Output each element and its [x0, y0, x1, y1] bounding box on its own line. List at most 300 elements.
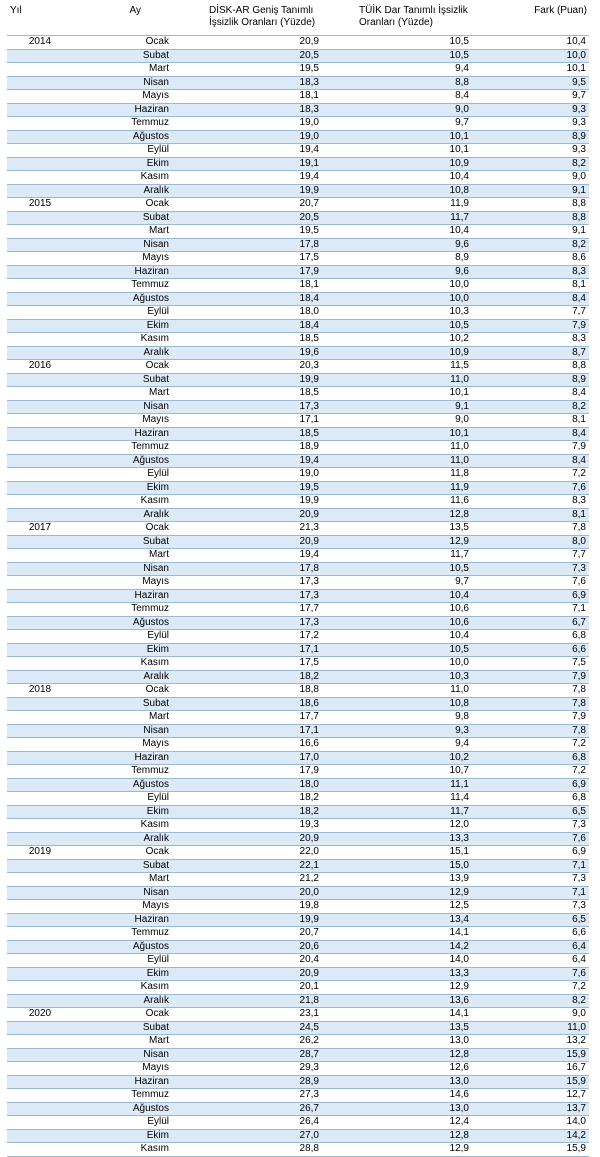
table-row [7, 846, 589, 860]
cell-difference: 7,7 [471, 306, 589, 320]
cell-disk-rate: 19,5 [171, 225, 321, 239]
cell-tuik-rate: 9,0 [321, 103, 471, 117]
cell-disk-rate: 20,9 [171, 832, 321, 846]
cell-year [7, 751, 83, 765]
cell-difference: 8,3 [471, 265, 589, 279]
cell-month: Kasım [83, 1143, 171, 1157]
table-row [7, 738, 589, 752]
cell-disk-rate: 17,1 [171, 414, 321, 428]
cell-disk-rate: 23,1 [171, 1008, 321, 1022]
cell-month: Mart [83, 711, 171, 725]
cell-year [7, 711, 83, 725]
cell-year [7, 252, 83, 266]
cell-tuik-rate: 10,9 [321, 346, 471, 360]
cell-month: Ağustos [83, 1102, 171, 1116]
table-row [7, 697, 589, 711]
table-row [7, 1048, 589, 1062]
cell-disk-rate: 26,4 [171, 1116, 321, 1130]
cell-month: Ocak [83, 522, 171, 536]
cell-disk-rate: 20,5 [171, 49, 321, 63]
cell-month: Mayıs [83, 900, 171, 914]
table-row [7, 427, 589, 441]
cell-difference: 9,3 [471, 117, 589, 131]
table-row [7, 508, 589, 522]
cell-disk-rate: 17,1 [171, 724, 321, 738]
cell-month: Mart [83, 225, 171, 239]
cell-tuik-rate: 10,0 [321, 292, 471, 306]
cell-year [7, 981, 83, 995]
table-row [7, 306, 589, 320]
cell-month: Mart [83, 549, 171, 563]
cell-tuik-rate: 10,8 [321, 184, 471, 198]
cell-difference: 8,4 [471, 387, 589, 401]
cell-month: Nisan [83, 1048, 171, 1062]
cell-month: Kasım [83, 495, 171, 509]
cell-disk-rate: 19,9 [171, 913, 321, 927]
cell-difference: 7,7 [471, 549, 589, 563]
table-row [7, 333, 589, 347]
cell-year [7, 495, 83, 509]
cell-tuik-rate: 8,9 [321, 252, 471, 266]
cell-month: Ağustos [83, 778, 171, 792]
cell-disk-rate: 27,0 [171, 1129, 321, 1143]
cell-disk-rate: 18,4 [171, 319, 321, 333]
cell-tuik-rate: 11,0 [321, 454, 471, 468]
cell-tuik-rate: 11,7 [321, 549, 471, 563]
cell-disk-rate: 19,9 [171, 184, 321, 198]
table-row [7, 873, 589, 887]
table-row [7, 589, 589, 603]
table-row [7, 184, 589, 198]
cell-month: Ocak [83, 198, 171, 212]
cell-disk-rate: 22,1 [171, 859, 321, 873]
table-row [7, 130, 589, 144]
cell-disk-rate: 20,3 [171, 360, 321, 374]
cell-difference: 7,6 [471, 481, 589, 495]
cell-month: Temmuz [83, 117, 171, 131]
cell-difference: 14,2 [471, 1129, 589, 1143]
cell-month: Kasım [83, 171, 171, 185]
cell-disk-rate: 28,8 [171, 1143, 321, 1157]
cell-disk-rate: 19,4 [171, 454, 321, 468]
cell-tuik-rate: 10,6 [321, 603, 471, 617]
table-row [7, 1062, 589, 1076]
table-row [7, 940, 589, 954]
cell-difference: 13,7 [471, 1102, 589, 1116]
table-row [7, 319, 589, 333]
cell-month: Haziran [83, 913, 171, 927]
cell-difference: 9,5 [471, 76, 589, 90]
cell-difference: 7,3 [471, 900, 589, 914]
cell-difference: 7,8 [471, 522, 589, 536]
table-row [7, 171, 589, 185]
table-row [7, 252, 589, 266]
cell-year [7, 576, 83, 590]
cell-tuik-rate: 9,1 [321, 400, 471, 414]
table-row [7, 90, 589, 104]
cell-difference: 6,8 [471, 751, 589, 765]
cell-tuik-rate: 12,8 [321, 1048, 471, 1062]
cell-year [7, 697, 83, 711]
cell-year [7, 886, 83, 900]
cell-tuik-rate: 13,3 [321, 832, 471, 846]
unemployment-table [7, 3, 589, 1157]
cell-difference: 6,9 [471, 589, 589, 603]
cell-year [7, 954, 83, 968]
header-tuik-rate: TÜİK Dar Tanımlı İşsizlik Oranları (Yüzde) [321, 3, 471, 36]
table-row [7, 643, 589, 657]
cell-difference: 7,2 [471, 981, 589, 995]
cell-disk-rate: 26,7 [171, 1102, 321, 1116]
cell-disk-rate: 20,0 [171, 886, 321, 900]
cell-month: Eylül [83, 144, 171, 158]
cell-year [7, 144, 83, 158]
cell-year [7, 373, 83, 387]
cell-tuik-rate: 10,9 [321, 157, 471, 171]
cell-tuik-rate: 12,0 [321, 819, 471, 833]
cell-month: Subat [83, 49, 171, 63]
cell-disk-rate: 21,3 [171, 522, 321, 536]
cell-disk-rate: 17,1 [171, 643, 321, 657]
cell-year [7, 184, 83, 198]
cell-difference: 15,9 [471, 1048, 589, 1062]
table-row [7, 441, 589, 455]
cell-disk-rate: 24,5 [171, 1021, 321, 1035]
cell-tuik-rate: 14,1 [321, 927, 471, 941]
cell-tuik-rate: 12,4 [321, 1116, 471, 1130]
cell-year [7, 414, 83, 428]
table-row [7, 886, 589, 900]
table-row [7, 76, 589, 90]
cell-tuik-rate: 10,3 [321, 670, 471, 684]
table-row [7, 387, 589, 401]
cell-month: Eylül [83, 306, 171, 320]
cell-difference: 7,1 [471, 603, 589, 617]
table-row [7, 63, 589, 77]
table-row [7, 265, 589, 279]
cell-disk-rate: 18,1 [171, 90, 321, 104]
cell-year [7, 211, 83, 225]
cell-disk-rate: 18,2 [171, 792, 321, 806]
cell-year: 2019 [7, 846, 83, 860]
cell-month: Haziran [83, 589, 171, 603]
cell-month: Mayıs [83, 414, 171, 428]
cell-difference: 8,7 [471, 346, 589, 360]
cell-difference: 6,9 [471, 846, 589, 860]
cell-tuik-rate: 15,1 [321, 846, 471, 860]
cell-difference: 7,8 [471, 697, 589, 711]
header-difference: Fark (Puan) [471, 3, 589, 36]
cell-tuik-rate: 11,8 [321, 468, 471, 482]
cell-difference: 9,0 [471, 171, 589, 185]
cell-disk-rate: 19,0 [171, 468, 321, 482]
table-row [7, 751, 589, 765]
cell-tuik-rate: 10,0 [321, 657, 471, 671]
cell-year [7, 1035, 83, 1049]
cell-tuik-rate: 8,8 [321, 76, 471, 90]
cell-year [7, 1062, 83, 1076]
cell-year [7, 913, 83, 927]
cell-year [7, 670, 83, 684]
table-row [7, 400, 589, 414]
cell-year [7, 967, 83, 981]
cell-year [7, 1075, 83, 1089]
table-row [7, 765, 589, 779]
cell-tuik-rate: 11,1 [321, 778, 471, 792]
cell-difference: 9,0 [471, 1008, 589, 1022]
cell-disk-rate: 20,9 [171, 508, 321, 522]
cell-disk-rate: 19,0 [171, 130, 321, 144]
table-row [7, 562, 589, 576]
cell-year: 2016 [7, 360, 83, 374]
cell-difference: 16,7 [471, 1062, 589, 1076]
cell-month: Ocak [83, 846, 171, 860]
table-row [7, 1035, 589, 1049]
cell-year [7, 441, 83, 455]
cell-tuik-rate: 13,6 [321, 994, 471, 1008]
cell-tuik-rate: 14,0 [321, 954, 471, 968]
cell-month: Aralık [83, 994, 171, 1008]
table-row [7, 238, 589, 252]
cell-tuik-rate: 13,0 [321, 1075, 471, 1089]
cell-tuik-rate: 10,3 [321, 306, 471, 320]
cell-tuik-rate: 10,5 [321, 49, 471, 63]
cell-month: Aralık [83, 508, 171, 522]
table-row [7, 225, 589, 239]
cell-disk-rate: 19,5 [171, 481, 321, 495]
cell-month: Mayıs [83, 90, 171, 104]
cell-month: Kasım [83, 819, 171, 833]
cell-disk-rate: 20,9 [171, 967, 321, 981]
table-row [7, 1008, 589, 1022]
cell-disk-rate: 18,0 [171, 778, 321, 792]
cell-tuik-rate: 14,1 [321, 1008, 471, 1022]
cell-difference: 14,0 [471, 1116, 589, 1130]
cell-difference: 8,2 [471, 238, 589, 252]
cell-difference: 7,1 [471, 859, 589, 873]
cell-year [7, 1089, 83, 1103]
cell-year [7, 171, 83, 185]
table-row [7, 103, 589, 117]
cell-month: Ekim [83, 157, 171, 171]
cell-difference: 8,6 [471, 252, 589, 266]
table-row [7, 913, 589, 927]
cell-month: Subat [83, 535, 171, 549]
cell-difference: 8,9 [471, 373, 589, 387]
cell-disk-rate: 19,1 [171, 157, 321, 171]
cell-year [7, 738, 83, 752]
cell-disk-rate: 17,9 [171, 265, 321, 279]
cell-month: Subat [83, 859, 171, 873]
cell-tuik-rate: 10,1 [321, 387, 471, 401]
cell-tuik-rate: 11,7 [321, 211, 471, 225]
cell-tuik-rate: 13,0 [321, 1035, 471, 1049]
table-row [7, 603, 589, 617]
cell-disk-rate: 17,5 [171, 252, 321, 266]
table-row [7, 576, 589, 590]
cell-disk-rate: 19,5 [171, 63, 321, 77]
table-row [7, 927, 589, 941]
cell-year [7, 1102, 83, 1116]
cell-tuik-rate: 10,4 [321, 225, 471, 239]
cell-year [7, 387, 83, 401]
cell-disk-rate: 20,7 [171, 927, 321, 941]
cell-difference: 11,0 [471, 1021, 589, 1035]
cell-difference: 13,2 [471, 1035, 589, 1049]
cell-year [7, 778, 83, 792]
cell-difference: 9,3 [471, 144, 589, 158]
cell-tuik-rate: 15,0 [321, 859, 471, 873]
cell-month: Aralık [83, 670, 171, 684]
cell-month: Haziran [83, 1075, 171, 1089]
cell-difference: 7,1 [471, 886, 589, 900]
table-row [7, 859, 589, 873]
cell-year [7, 265, 83, 279]
cell-year [7, 792, 83, 806]
table-row [7, 954, 589, 968]
cell-year [7, 643, 83, 657]
cell-tuik-rate: 9,7 [321, 117, 471, 131]
cell-year [7, 481, 83, 495]
cell-year [7, 535, 83, 549]
cell-month: Mart [83, 387, 171, 401]
cell-tuik-rate: 12,9 [321, 1143, 471, 1157]
cell-difference: 8,2 [471, 157, 589, 171]
cell-tuik-rate: 11,0 [321, 373, 471, 387]
cell-year [7, 549, 83, 563]
cell-disk-rate: 17,3 [171, 616, 321, 630]
table-row [7, 549, 589, 563]
cell-tuik-rate: 10,5 [321, 562, 471, 576]
cell-difference: 10,4 [471, 36, 589, 50]
cell-disk-rate: 19,9 [171, 495, 321, 509]
cell-difference: 7,6 [471, 832, 589, 846]
cell-disk-rate: 18,3 [171, 76, 321, 90]
cell-difference: 6,8 [471, 792, 589, 806]
cell-month: Haziran [83, 103, 171, 117]
cell-year [7, 1129, 83, 1143]
cell-tuik-rate: 10,1 [321, 427, 471, 441]
cell-tuik-rate: 10,6 [321, 616, 471, 630]
cell-difference: 9,3 [471, 103, 589, 117]
cell-difference: 6,7 [471, 616, 589, 630]
cell-year [7, 279, 83, 293]
cell-year [7, 1021, 83, 1035]
cell-month: Nisan [83, 400, 171, 414]
cell-difference: 15,9 [471, 1075, 589, 1089]
cell-tuik-rate: 10,2 [321, 751, 471, 765]
cell-disk-rate: 19,8 [171, 900, 321, 914]
cell-year [7, 873, 83, 887]
cell-disk-rate: 17,7 [171, 711, 321, 725]
cell-disk-rate: 21,2 [171, 873, 321, 887]
table-row [7, 414, 589, 428]
cell-difference: 7,6 [471, 576, 589, 590]
table-row [7, 117, 589, 131]
cell-year [7, 765, 83, 779]
cell-month: Eylül [83, 954, 171, 968]
cell-difference: 7,6 [471, 967, 589, 981]
cell-disk-rate: 16,6 [171, 738, 321, 752]
table-row [7, 481, 589, 495]
table-row [7, 49, 589, 63]
table-row [7, 360, 589, 374]
cell-difference: 8,4 [471, 454, 589, 468]
table-body [7, 36, 589, 1157]
cell-tuik-rate: 12,5 [321, 900, 471, 914]
cell-disk-rate: 20,6 [171, 940, 321, 954]
cell-month: Ekim [83, 643, 171, 657]
cell-disk-rate: 19,4 [171, 171, 321, 185]
cell-disk-rate: 17,0 [171, 751, 321, 765]
cell-month: Eylül [83, 630, 171, 644]
cell-difference: 6,5 [471, 805, 589, 819]
cell-difference: 10,0 [471, 49, 589, 63]
cell-disk-rate: 21,8 [171, 994, 321, 1008]
cell-month: Nisan [83, 562, 171, 576]
cell-month: Aralık [83, 346, 171, 360]
cell-difference: 8,0 [471, 535, 589, 549]
cell-difference: 6,4 [471, 940, 589, 954]
table-header [7, 3, 589, 36]
cell-disk-rate: 28,7 [171, 1048, 321, 1062]
cell-month: Ocak [83, 684, 171, 698]
table-row [7, 1075, 589, 1089]
cell-disk-rate: 22,0 [171, 846, 321, 860]
cell-difference: 9,7 [471, 90, 589, 104]
header-month: Ay [83, 3, 171, 36]
cell-disk-rate: 17,8 [171, 238, 321, 252]
cell-tuik-rate: 8,4 [321, 90, 471, 104]
cell-disk-rate: 18,6 [171, 697, 321, 711]
cell-difference: 7,9 [471, 711, 589, 725]
cell-year [7, 292, 83, 306]
cell-difference: 7,5 [471, 657, 589, 671]
table-row [7, 684, 589, 698]
table-row [7, 211, 589, 225]
cell-month: Nisan [83, 238, 171, 252]
cell-year [7, 819, 83, 833]
cell-month: Ekim [83, 967, 171, 981]
cell-year [7, 1116, 83, 1130]
cell-difference: 7,9 [471, 441, 589, 455]
cell-disk-rate: 19,0 [171, 117, 321, 131]
cell-disk-rate: 27,3 [171, 1089, 321, 1103]
cell-difference: 8,1 [471, 508, 589, 522]
cell-difference: 8,8 [471, 211, 589, 225]
cell-month: Ocak [83, 36, 171, 50]
cell-disk-rate: 18,5 [171, 387, 321, 401]
cell-disk-rate: 18,2 [171, 670, 321, 684]
cell-month: Mayıs [83, 252, 171, 266]
table-row [7, 832, 589, 846]
cell-disk-rate: 18,9 [171, 441, 321, 455]
cell-month: Mayıs [83, 738, 171, 752]
cell-disk-rate: 18,3 [171, 103, 321, 117]
cell-difference: 8,1 [471, 279, 589, 293]
cell-disk-rate: 19,9 [171, 373, 321, 387]
cell-tuik-rate: 12,8 [321, 1129, 471, 1143]
table-row [7, 157, 589, 171]
cell-month: Aralık [83, 184, 171, 198]
cell-year: 2014 [7, 36, 83, 50]
cell-disk-rate: 18,4 [171, 292, 321, 306]
table-row [7, 1102, 589, 1116]
cell-year [7, 859, 83, 873]
table-row [7, 657, 589, 671]
cell-tuik-rate: 12,6 [321, 1062, 471, 1076]
cell-difference: 8,9 [471, 130, 589, 144]
